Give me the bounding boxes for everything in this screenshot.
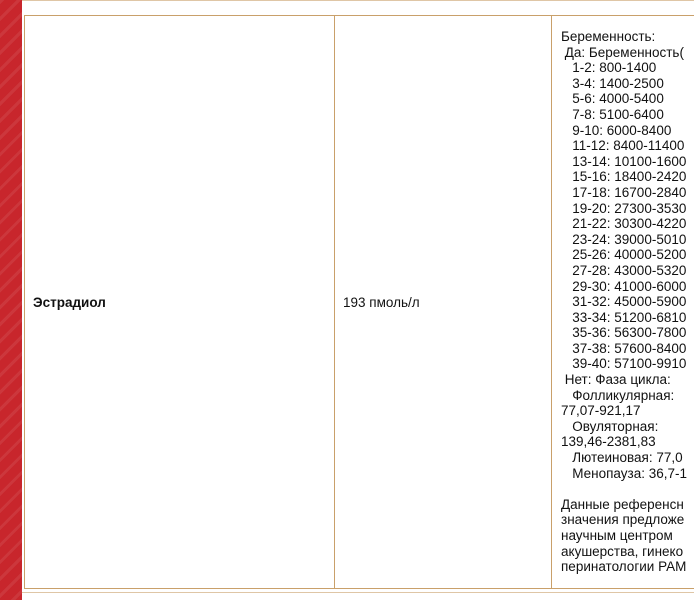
reference-line: 21-22: 30300-4220: [561, 216, 687, 232]
reference-line: 7-8: 5100-6400: [561, 106, 664, 122]
reference-line: Лютеиновая: 77,0: [561, 450, 683, 466]
reference-line: 37-38: 57600-8400: [561, 340, 687, 356]
table-row: [25, 16, 694, 589]
bottom-divider: [22, 592, 694, 593]
reference-line: 139,46-2381,83: [561, 434, 656, 450]
result-cell: [335, 16, 552, 589]
reference-line: 33-34: 51200-6810: [561, 309, 687, 325]
reference-line: 15-16: 18400-2420: [561, 169, 687, 185]
reference-line: 23-24: 39000-5010: [561, 231, 687, 247]
reference-line: значения предложе: [561, 512, 685, 528]
reference-line: Овуляторная:: [561, 418, 659, 434]
reference-line: 25-26: 40000-5200: [561, 247, 687, 263]
reference-range-cell: [552, 16, 694, 589]
reference-line: 35-36: 56300-7800: [561, 325, 687, 341]
reference-line: Фолликулярная:: [561, 387, 675, 403]
result-value: 193 пмоль/л: [343, 294, 420, 310]
reference-line: 1-2: 800-1400: [561, 60, 657, 76]
reference-line: 19-20: 27300-3530: [561, 200, 687, 216]
reference-line: перинатологии РАМ: [561, 559, 687, 575]
reference-line: Данные референсн: [561, 496, 684, 512]
reference-line: 13-14: 10100-1600: [561, 153, 687, 169]
reference-line: 11-12: 8400-11400: [561, 138, 685, 154]
reference-line: Да: Беременность(: [561, 44, 684, 60]
reference-line: 77,07-921,17: [561, 403, 641, 419]
reference-line: Беременность:: [561, 29, 656, 44]
reference-line: 3-4: 1400-2500: [561, 75, 664, 91]
analyte-cell: [25, 16, 335, 589]
reference-line: Менопауза: 36,7-1: [561, 465, 688, 481]
reference-line: 5-6: 4000-5400: [561, 91, 664, 107]
reference-line: [561, 481, 694, 497]
reference-line: 31-32: 45000-5900: [561, 294, 687, 310]
reference-line: 17-18: 16700-2840: [561, 184, 687, 200]
results-table: [24, 15, 694, 589]
reference-line: Нет: Фаза цикла:: [561, 372, 671, 388]
analyte-name: Эстрадиол: [33, 294, 106, 310]
top-divider: [22, 0, 694, 1]
reference-line: акушерства, гинеко: [561, 543, 684, 559]
reference-line: 9-10: 6000-8400: [561, 122, 672, 138]
reference-line: 29-30: 41000-6000: [561, 278, 687, 294]
reference-line: 27-28: 43000-5320: [561, 262, 687, 278]
reference-line: 39-40: 57100-9910: [561, 356, 687, 372]
decorative-side-strip: [0, 0, 22, 600]
reference-line: научным центром: [561, 528, 673, 543]
